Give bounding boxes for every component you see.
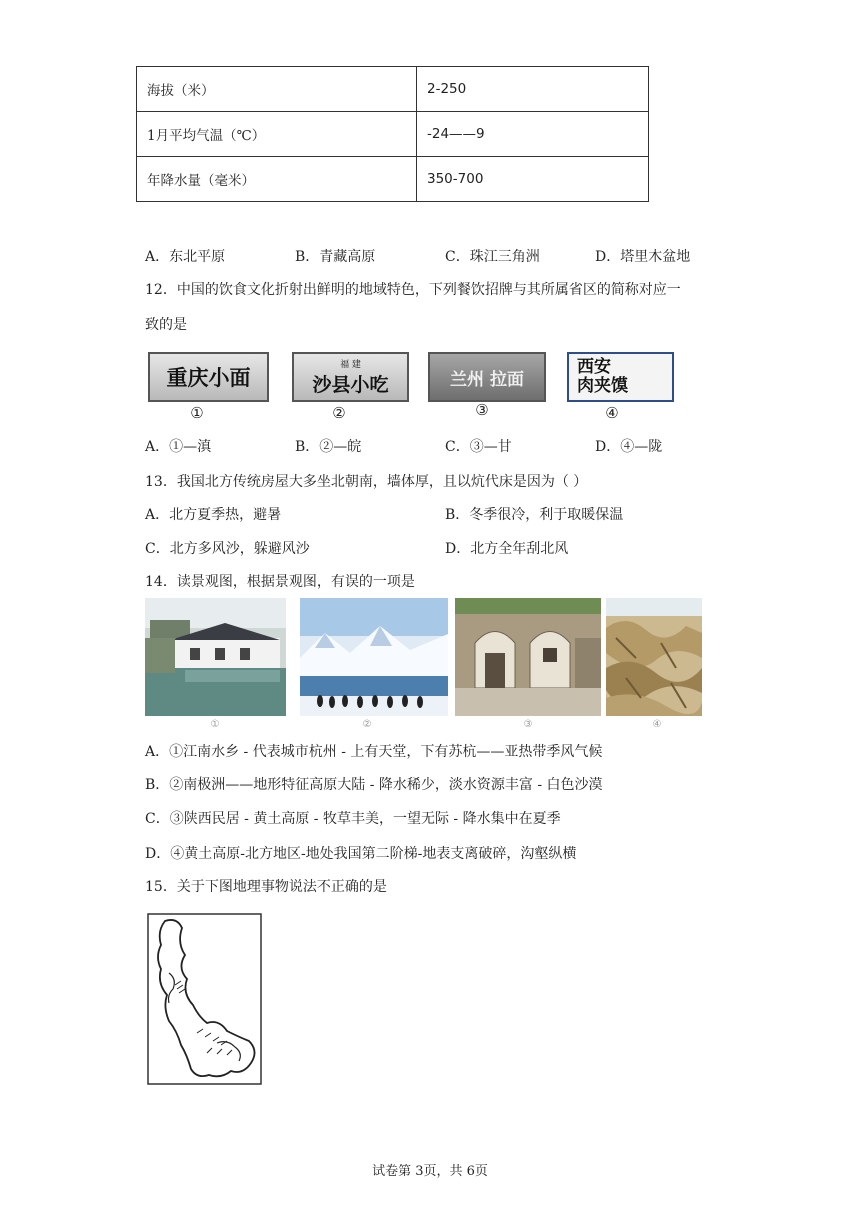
sign-number: ④ [605,404,619,422]
table-cell-label: 海拔（米） [137,67,417,112]
table-cell-value: -24——9 [417,112,649,157]
table-row [137,157,649,202]
table-cell-value: 350-700 [417,157,649,202]
q12-option-b: B．②—皖 [295,439,362,455]
sign-chongqing-noodles [148,352,269,402]
q13-option-b: B．冬季很冷，利于取暖保温 [445,507,624,523]
sign-text: 重庆小面 [166,366,251,390]
climate-table [136,66,649,202]
q12-option-d: D．④—陇 [595,439,663,455]
photo-antarctica [300,598,448,716]
table-cell-value: 2-250 [417,67,649,112]
photo-label: ③ [523,719,533,730]
sign-lanzhou-noodles [428,352,546,402]
sign-text: 兰州 拉面 [450,369,524,390]
sign-text-line1: 西安 [577,357,611,377]
q11-option-d: D．塔里木盆地 [595,249,691,265]
q14-option-c: C．③陕西民居 - 黄土高原 - 牧草丰美，一望无际 - 降水集中在夏季 [145,811,561,827]
sign-number: ③ [475,401,489,419]
sign-text-line2: 肉夹馍 [577,376,628,396]
q13-option-c: C．北方多风沙，躲避风沙 [145,541,310,557]
photo-label: ② [362,719,372,730]
q14-option-d: D．④黄土高原-北方地区-地处我国第二阶梯-地表支离破碎，沟壑纵横 [145,846,577,862]
table-row [137,112,649,157]
table-row [137,67,649,112]
q12-stem-line2: 致的是 [145,317,187,333]
q11-option-a: A．东北平原 [145,249,226,265]
q13-stem: 13．我国北方传统房屋大多坐北朝南，墙体厚，且以炕代床是因为（ ） [145,474,588,490]
photo-label: ① [210,719,220,730]
q14-stem: 14．读景观图，根据景观图，有误的一项是 [145,574,415,590]
region-outline-map [147,913,262,1085]
photo-loess-plateau [606,598,702,716]
q13-option-d: D．北方全年刮北风 [445,541,569,557]
photo-label: ④ [652,719,662,730]
q15-stem: 15．关于下图地理事物说法不正确的是 [145,879,387,895]
q14-option-b: B．②南极洲——地形特征高原大陆 - 降水稀少，淡水资源丰富 - 白色沙漠 [145,777,603,793]
q11-option-b: B．青藏高原 [295,249,376,265]
sign-text: 沙县小吃 [312,374,389,396]
q13-option-a: A．北方夏季热，避暑 [145,507,282,523]
sign-number: ② [332,404,346,422]
sign-subtext: 福 建 [340,360,361,370]
page-footer: 试卷第 3页，共 6页 [372,1164,488,1179]
q11-option-c: C．珠江三角洲 [445,249,540,265]
photo-jiangnan-water-town [145,598,286,716]
sign-xian-roujiamo [567,352,674,402]
q14-option-a: A．①江南水乡 - 代表城市杭州 - 上有天堂，下有苏杭——亚热带季风气候 [145,744,603,760]
table-cell-label: 年降水量（毫米） [137,157,417,202]
q12-option-a: A．①—滇 [145,439,212,455]
table-cell-label: 1月平均气温（℃） [137,112,417,157]
sign-number: ① [190,404,204,422]
sign-shaxian-snacks [292,352,409,402]
q12-option-c: C．③—甘 [445,439,512,455]
q12-stem-line1: 12．中国的饮食文化折射出鲜明的地域特色，下列餐饮招牌与其所属省区的简称对应一 [145,282,681,298]
photo-cave-dwelling [455,598,601,716]
